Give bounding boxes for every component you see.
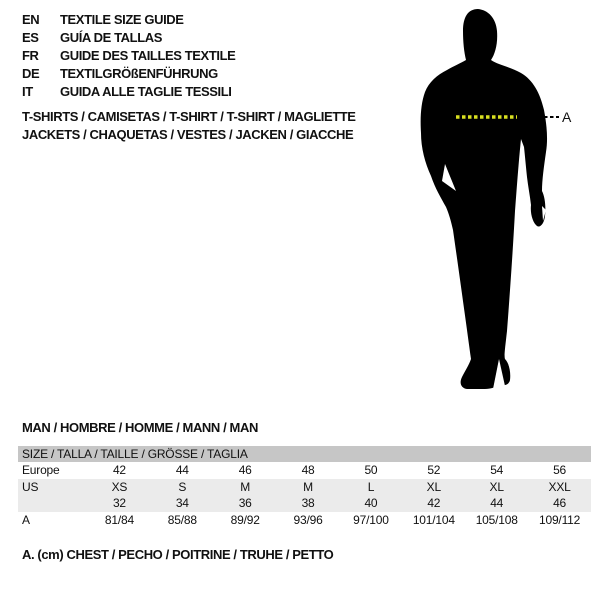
language-list (22, 10, 235, 100)
table-row-alt-size (18, 495, 591, 512)
size-cell: XL (489, 479, 504, 494)
size-cell: S (178, 479, 187, 494)
size-table-header-row (18, 446, 591, 462)
section-title: MAN / HOMBRE / HOMME / MANN / MAN (22, 420, 258, 435)
table-row-europe (18, 462, 591, 479)
size-cell: 32 (112, 496, 126, 511)
language-label: TEXTILGRÖßENFÜHRUNG (60, 65, 218, 81)
row-label: US (22, 479, 39, 494)
category-line-tshirts: T-SHIRTS / CAMISETAS / T-SHIRT / T-SHIRT / MAGLIETTE (22, 109, 356, 124)
size-cell: 54 (490, 463, 504, 478)
footnote: A. (cm) CHEST / PECHO / POITRINE / TRUHE / PETTO (22, 547, 334, 562)
size-table-header: SIZE / TALLA / TAILLE / GRÖSSE / TAGLIA (18, 446, 591, 462)
language-label: GUÍA DE TALLAS (60, 29, 163, 45)
size-table-container (18, 446, 591, 528)
table-row-us (18, 479, 591, 496)
row-label (18, 495, 88, 512)
size-cell: 44 (175, 463, 189, 478)
size-cell: 56 (553, 463, 567, 478)
language-row (22, 28, 235, 46)
size-cell: L (367, 479, 375, 494)
language-row (22, 64, 235, 82)
size-cell: XS (111, 479, 128, 494)
size-cell: XXL (548, 479, 571, 494)
size-cell: 34 (175, 496, 189, 511)
man-silhouette-path (421, 9, 547, 389)
size-cell: 101/104 (412, 512, 455, 527)
size-cell: 105/108 (475, 512, 518, 527)
row-label: Europe (22, 463, 60, 478)
language-code: ES (22, 29, 39, 45)
size-cell: 46 (238, 463, 252, 478)
size-cell: 36 (238, 496, 252, 511)
size-cell: 52 (427, 463, 441, 478)
language-label: GUIDE DES TAILLES TEXTILE (60, 47, 236, 63)
size-cell: XL (426, 479, 441, 494)
size-cell: 97/100 (353, 512, 389, 527)
language-code: IT (22, 83, 33, 99)
size-cell: 42 (427, 496, 441, 511)
size-cell: 109/112 (539, 512, 581, 527)
language-label: GUIDA ALLE TAGLIE TESSILI (60, 83, 232, 99)
size-cell: 38 (301, 496, 315, 511)
size-cell: 46 (553, 496, 567, 511)
language-row (22, 46, 235, 64)
language-row (22, 82, 235, 100)
language-code: DE (22, 65, 40, 81)
table-row-chest-cm (18, 512, 591, 529)
size-cell: 85/88 (167, 512, 197, 527)
size-cell: 48 (301, 463, 315, 478)
size-cell: M (240, 479, 251, 494)
size-cell: 81/84 (104, 512, 134, 527)
language-code: FR (22, 47, 39, 63)
measure-label-a: A (562, 109, 572, 125)
size-cell: 42 (112, 463, 126, 478)
size-cell: M (303, 479, 313, 494)
category-list (22, 108, 356, 144)
size-cell: 50 (364, 463, 378, 478)
language-label: TEXTILE SIZE GUIDE (60, 11, 184, 27)
category-line-jackets: JACKETS / CHAQUETAS / VESTES / JACKEN / GIACCHE (22, 127, 354, 142)
size-cell: 93/96 (293, 512, 323, 527)
size-cell: 40 (364, 496, 378, 511)
size-cell: 89/92 (230, 512, 260, 527)
language-code: EN (22, 11, 40, 27)
row-label: A (22, 512, 30, 527)
language-row (22, 10, 235, 28)
size-cell: 44 (490, 496, 504, 511)
man-silhouette-figure (415, 0, 575, 400)
size-table (18, 446, 591, 528)
